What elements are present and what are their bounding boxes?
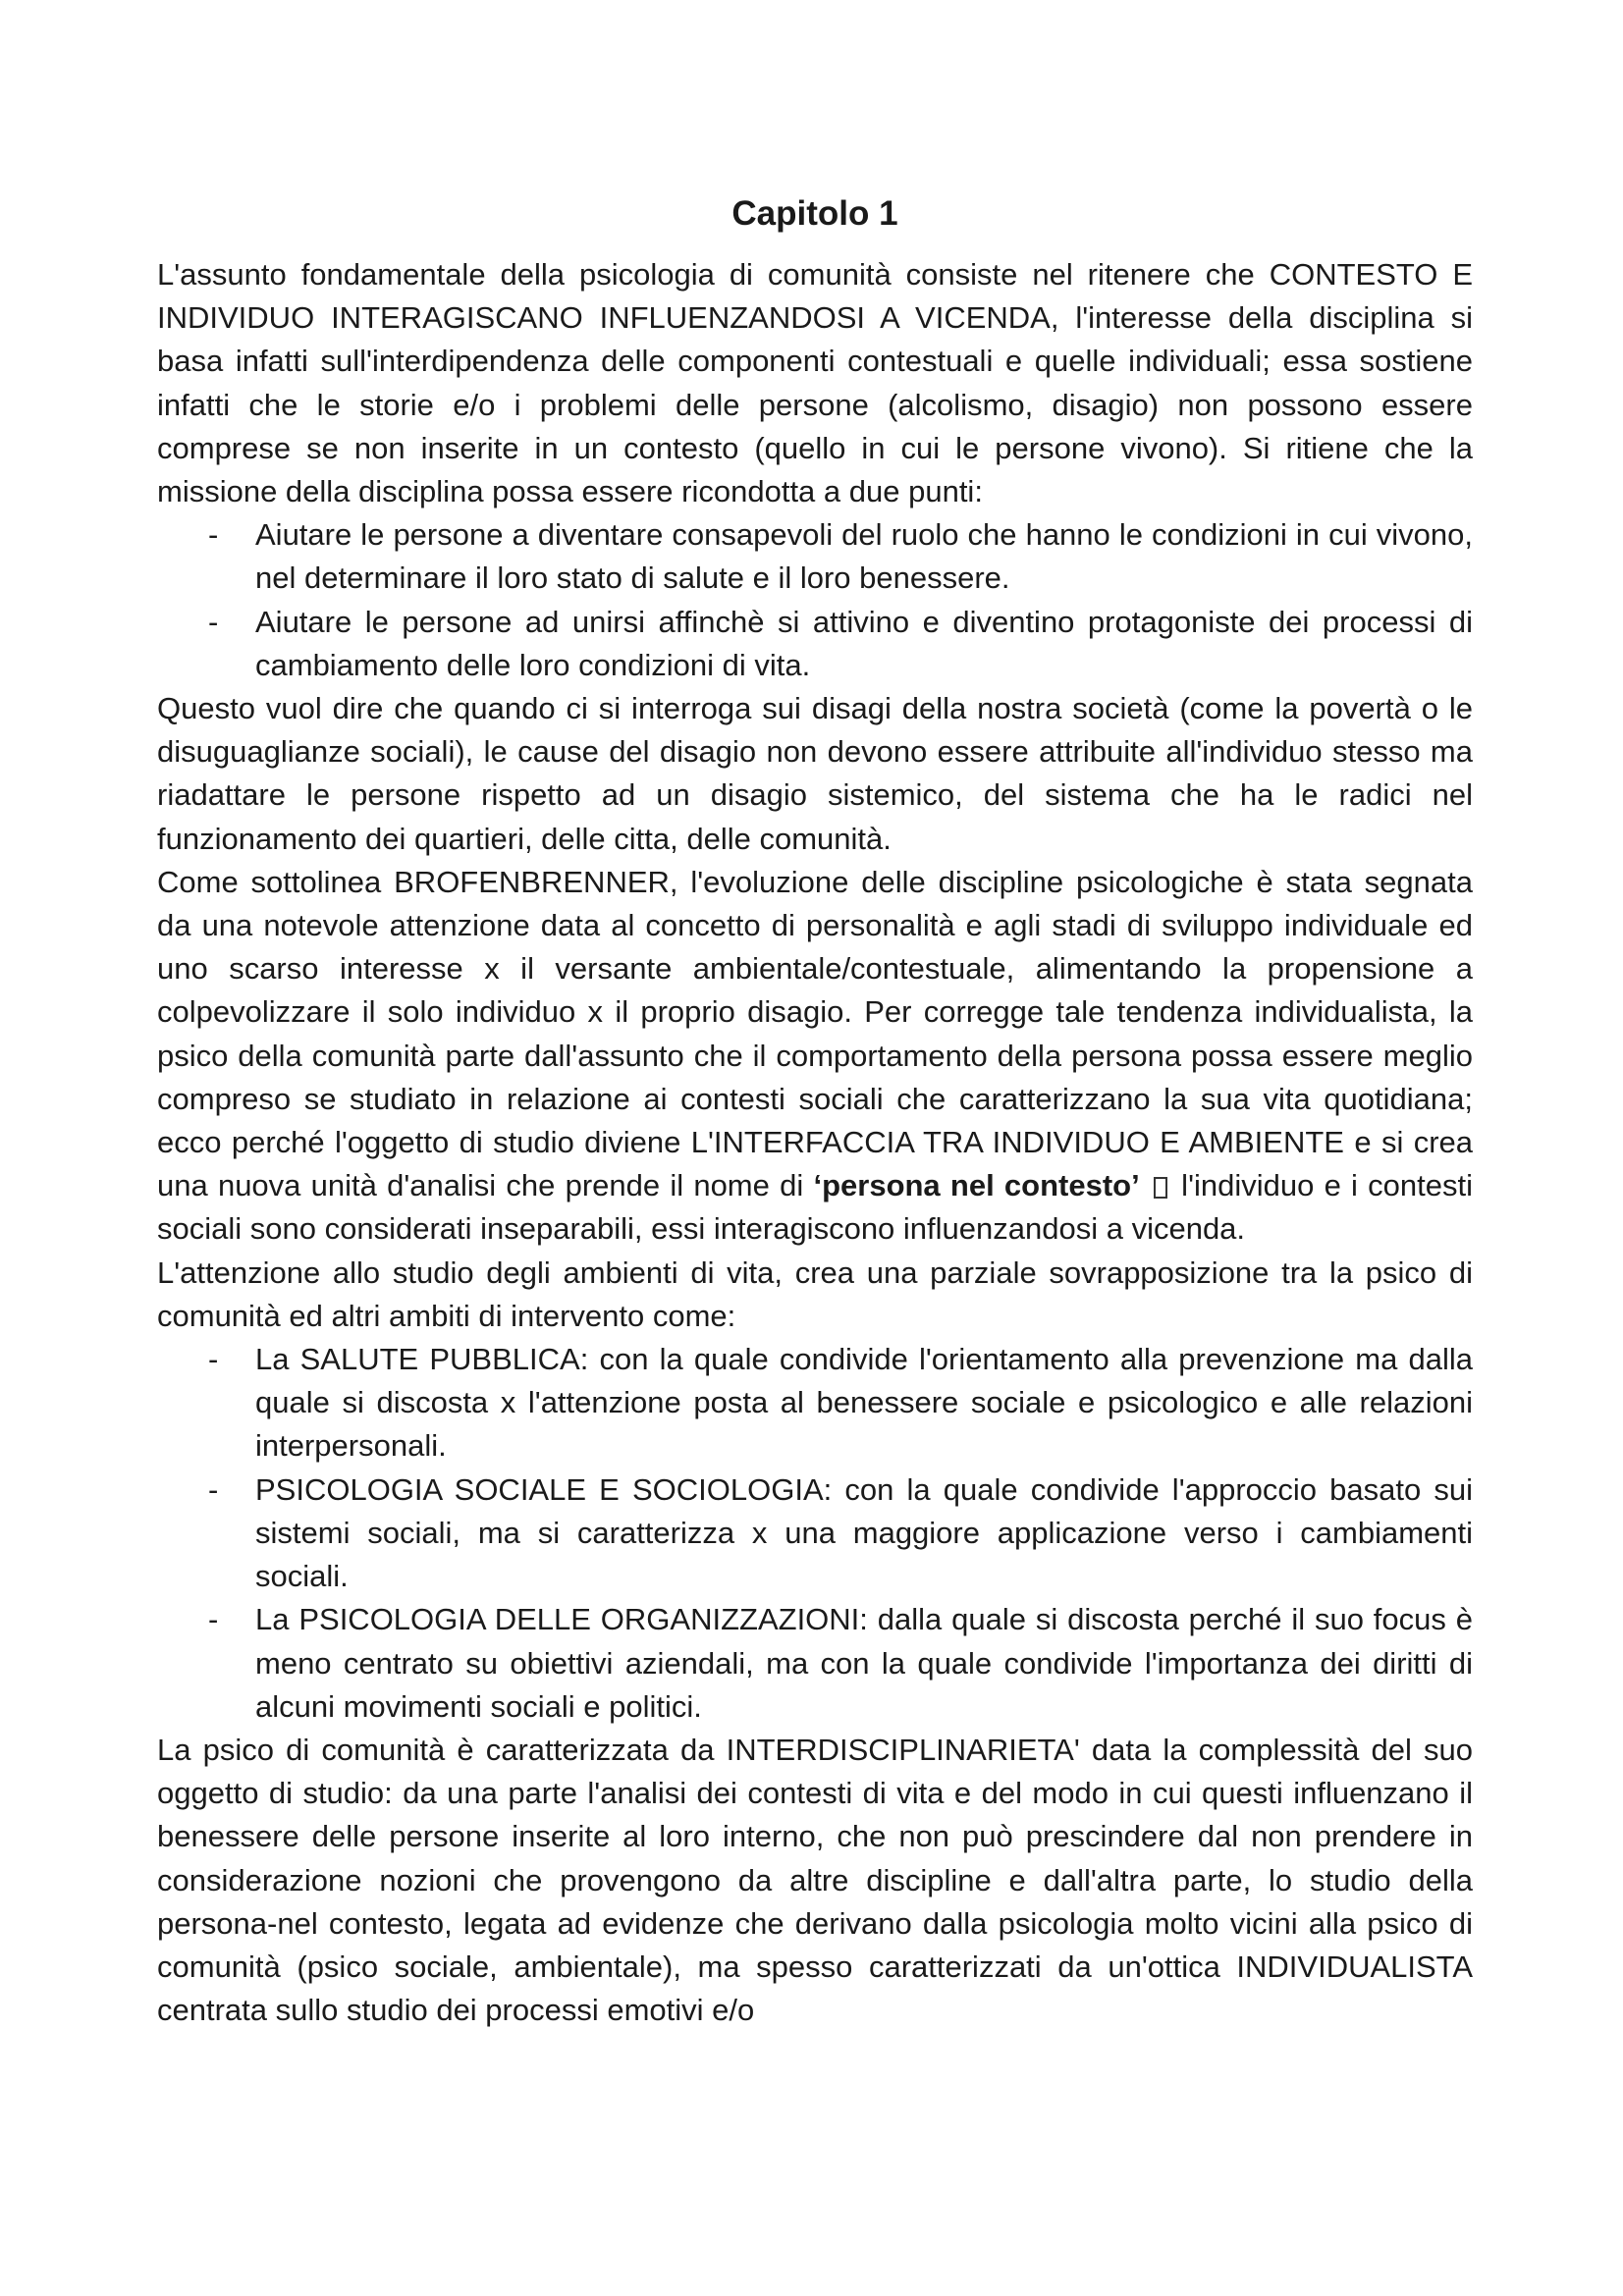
dash-bullet: - <box>208 604 219 639</box>
list-item-text: PSICOLOGIA SOCIALE E SOCIOLOGIA: con la quale condivide l'approccio basato sui sistemi sociali, ma si caratterizza x una maggiore applicazione verso i cambiamenti sociali. <box>255 1471 1473 1594</box>
bold-term: ‘persona nel contesto’ <box>813 1168 1140 1203</box>
list-item <box>157 1598 1473 1729</box>
paragraph-disagi: Questo vuol dire che quando ci si interroga sui disagi della nostra società (come la povertà o le disuguaglianze sociali), le cause del disagio non devono essere attribuite all'individuo stesso ma riadattare le persone rispetto ad un disagio sistemico, del sistema che ha le radici nel funzionamento dei quartieri, delle citta, delle comunità. <box>157 691 1473 856</box>
dash-bullet: - <box>208 517 219 553</box>
paragraph-intro: L'assunto fondamentale della psicologia di comunità consiste nel ritenere che CONTESTO E INDIVIDUO INTERAGISCANO INFLUENZANDOSI A VICENDA, l'interesse della disciplina si basa infatti sull'interdipendenza delle componenti contestuali e quelle individuali; essa sostiene infatti che le storie e/o i problemi delle persone (alcolismo, disagio) non possono essere comprese se non inserite in un contesto (quello in cui le persone vivono). Si ritiene che la missione della disciplina possa essere ricondotta a due punti: <box>157 257 1473 509</box>
list-item-text: Aiutare le persone a diventare consapevoli del ruolo che hanno le condizioni in cui vivono, nel determinare il loro stato di salute e il loro benessere. <box>255 517 1473 596</box>
paragraph-text: l'individuo e i contesti sociali sono considerati inseparabili, essi interagiscono influenzandosi a vicenda. <box>157 1168 1473 1247</box>
list-item-text: La PSICOLOGIA DELLE ORGANIZZAZIONI: dalla quale si discosta perché il suo focus è meno centrato su obiettivi aziendali, ma con la quale condivide l'importanza dei diritti di alcuni movimenti sociali e politici. <box>255 1602 1473 1724</box>
paragraph-text: Come sottolinea BROFENBRENNER, l'evoluzione delle discipline psicologiche è stata segnata da una notevole attenzione data al concetto di personalità e agli stadi di sviluppo individuale ed uno scarso interesse x il versante ambientale/contestuale, alimentando la propensione a colpevolizzare il solo individuo x il proprio disagio. Per corregge tale tendenza individualista, la psico della comunità parte dall'assunto che il comportamento della persona possa essere meglio compreso se studiato in relazione ai contesti sociali che caratterizzano la sua vita quotidiana; ecco perché l'oggetto di studio diviene L'INTERFACCIA TRA INDIVIDUO E AMBIENTE e si crea una nuova unità d'analisi che prende il nome di <box>157 864 1473 1203</box>
mission-list <box>157 513 1473 687</box>
chapter-title: Capitolo 1 <box>731 194 898 233</box>
document-body <box>157 192 1473 2032</box>
paragraph-ambienti: L'attenzione allo studio degli ambienti di vita, crea una parziale sovrapposizione tra la psico di comunità ed altri ambiti di intervento come: <box>157 1255 1473 1333</box>
dash-bullet: - <box>208 1471 219 1507</box>
dash-bullet: - <box>208 1342 219 1377</box>
list-item <box>157 601 1473 687</box>
arrow-symbol-icon <box>1154 1177 1167 1199</box>
list-item-text: Aiutare le persone ad unirsi affinchè si attivino e diventino protagoniste dei processi di cambiamento delle loro condizioni di vita. <box>255 604 1473 682</box>
dash-bullet: - <box>208 1602 219 1637</box>
list-item-text: La SALUTE PUBBLICA: con la quale condivide l'orientamento alla prevenzione ma dalla quale si discosta x l'attenzione posta al benessere sociale e psicologico e alle relazioni interpersonali. <box>255 1342 1473 1464</box>
ambiti-list <box>157 1338 1473 1729</box>
paragraph-interdisciplinarieta: La psico di comunità è caratterizzata da INTERDISCIPLINARIETA' data la complessità del suo oggetto di studio: da una parte l'analisi dei contesti di vita e del modo in cui questi influenzano il benessere delle persone inserite al loro interno, che non può prescindere dal non prendere in considerazione nozioni che provengono da altre discipline e dall'altra parte, lo studio della persona-nel contesto, legata ad evidenze che derivano dalla psicologia molto vicini alla psico di comunità (psico sociale, ambientale), ma spesso caratterizzati da un'ottica INDIVIDUALISTA centrata sullo studio dei processi emotivi e/o <box>157 1732 1473 2028</box>
list-item <box>157 513 1473 600</box>
paragraph-brofenbrenner <box>157 861 1473 1252</box>
list-item <box>157 1338 1473 1468</box>
list-item <box>157 1468 1473 1599</box>
